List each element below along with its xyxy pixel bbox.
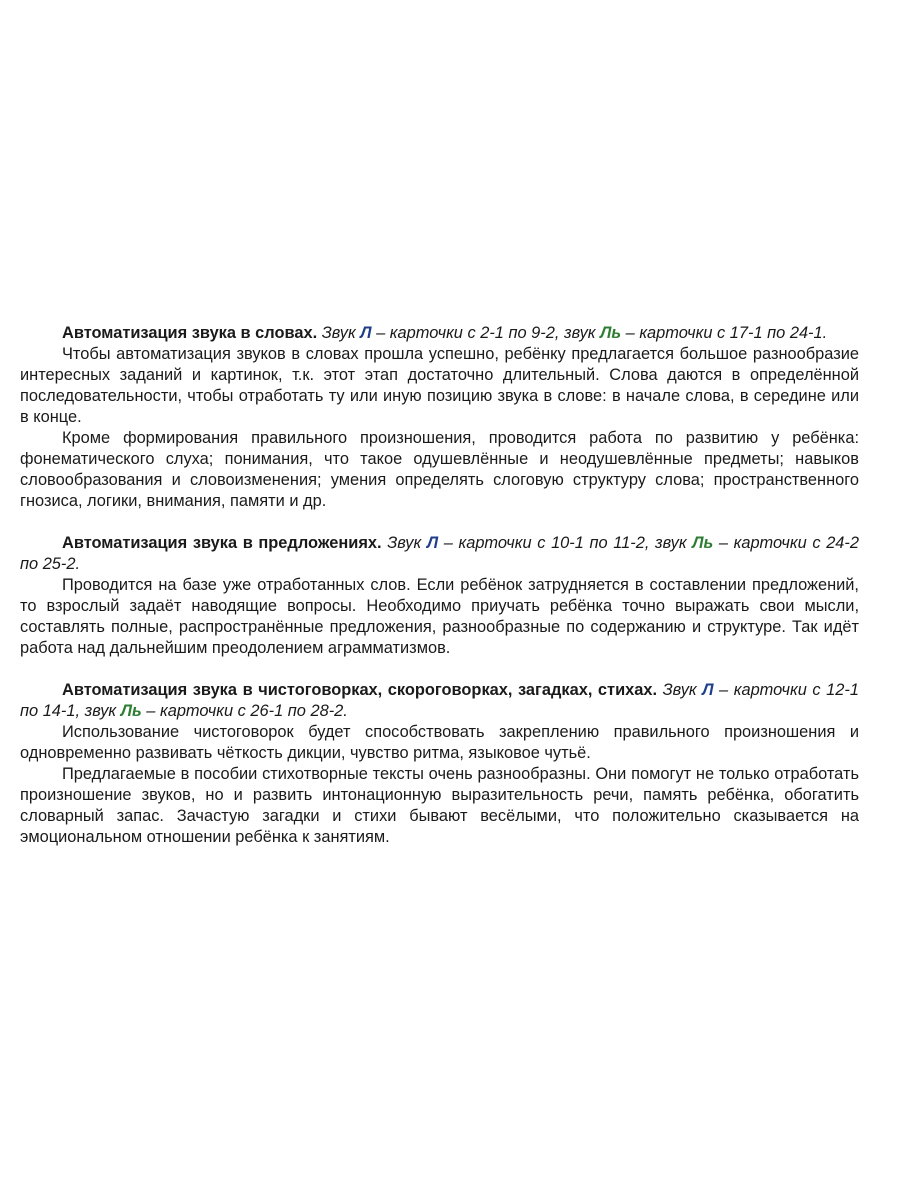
cards-range-lj: – карточки с 17-1 по 24-1. [621, 324, 828, 342]
sound-l-label: Л [360, 324, 372, 342]
heading-lead: Звук [317, 324, 361, 342]
paragraph: Использование чистоговорок будет способствовать закреплению правильного произношения и одновременно развивать чёткость дикции, чувство ритма, языковое чутьё. [20, 723, 859, 762]
heading-lead: Звук [657, 681, 703, 699]
sound-lj-label: Ль [600, 324, 622, 342]
cards-range-l: – карточки с 2-1 по 9-2, звук [371, 324, 601, 342]
sound-lj-label: Ль [120, 702, 142, 720]
sound-l-label: Л [426, 534, 439, 552]
cards-range-lj: – карточки с 26-1 по 28-2. [141, 702, 348, 720]
cards-range-l: – карточки с 10-1 по 11-2, звук [438, 534, 693, 552]
section-heading-line [20, 680, 859, 722]
heading-lead: Звук [381, 534, 427, 552]
document-page [20, 323, 859, 869]
paragraph: Чтобы автоматизация звуков в словах прошла успешно, ребёнку предлагается большое разнообразие интересных заданий и картинок, т.к. этот этап достаточно длительный. Слова даются в определённой последовательности, чтобы отработать ту или иную позицию звука в слове: в начале слова, в середине или в конце. [20, 345, 859, 426]
section-heading-line [20, 323, 859, 344]
sound-lj-label: Ль [692, 534, 714, 552]
sound-l-label: Л [702, 681, 714, 699]
paragraph: Проводится на базе уже отработанных слов. Если ребёнок затрудняется в составлении предложений, то взрослый задаёт наводящие вопросы. Необходимо приучать ребёнка точно выражать свои мысли, составлять полные, распространённые предложения, разнообразные по содержанию и структуре. Так идёт работа над дальнейшим преодолением аграмматизмов. [20, 576, 859, 657]
section-heading: Автоматизация звука в предложениях. [62, 534, 382, 552]
section-verses [20, 680, 859, 848]
cards-range-l: – карточки с 12-1 по 14-1, звук [20, 681, 859, 720]
section-heading-line [20, 533, 859, 575]
section-heading: Автоматизация звука в словах. [62, 324, 318, 342]
paragraph: Кроме формирования правильного произношения, проводится работа по развитию у ребёнка: фонематического слуха; понимания, что такое одушевлённые и неодушевлённые предметы; навыков словообразования и словоизменения; умения определять слоговую структуру слова; пространственного гнозиса, логики, внимания, памяти и др. [20, 429, 859, 510]
section-words [20, 323, 859, 512]
paragraph: Предлагаемые в пособии стихотворные тексты очень разнообразны. Они помогут не только отработать произношение звуков, но и развить интонационную выразительность речи, память ребёнка, обогатить словарный запас. Зачастую загадки и стихи бывают весёлыми, что положительно сказывается на эмоциональном отношении ребёнка к занятиям. [20, 765, 859, 846]
section-sentences [20, 533, 859, 659]
section-heading: Автоматизация звука в чистоговорках, скороговорках, загадках, стихах. [62, 681, 658, 699]
cards-range-lj: – карточки с 24-2 по 25-2. [20, 534, 859, 573]
